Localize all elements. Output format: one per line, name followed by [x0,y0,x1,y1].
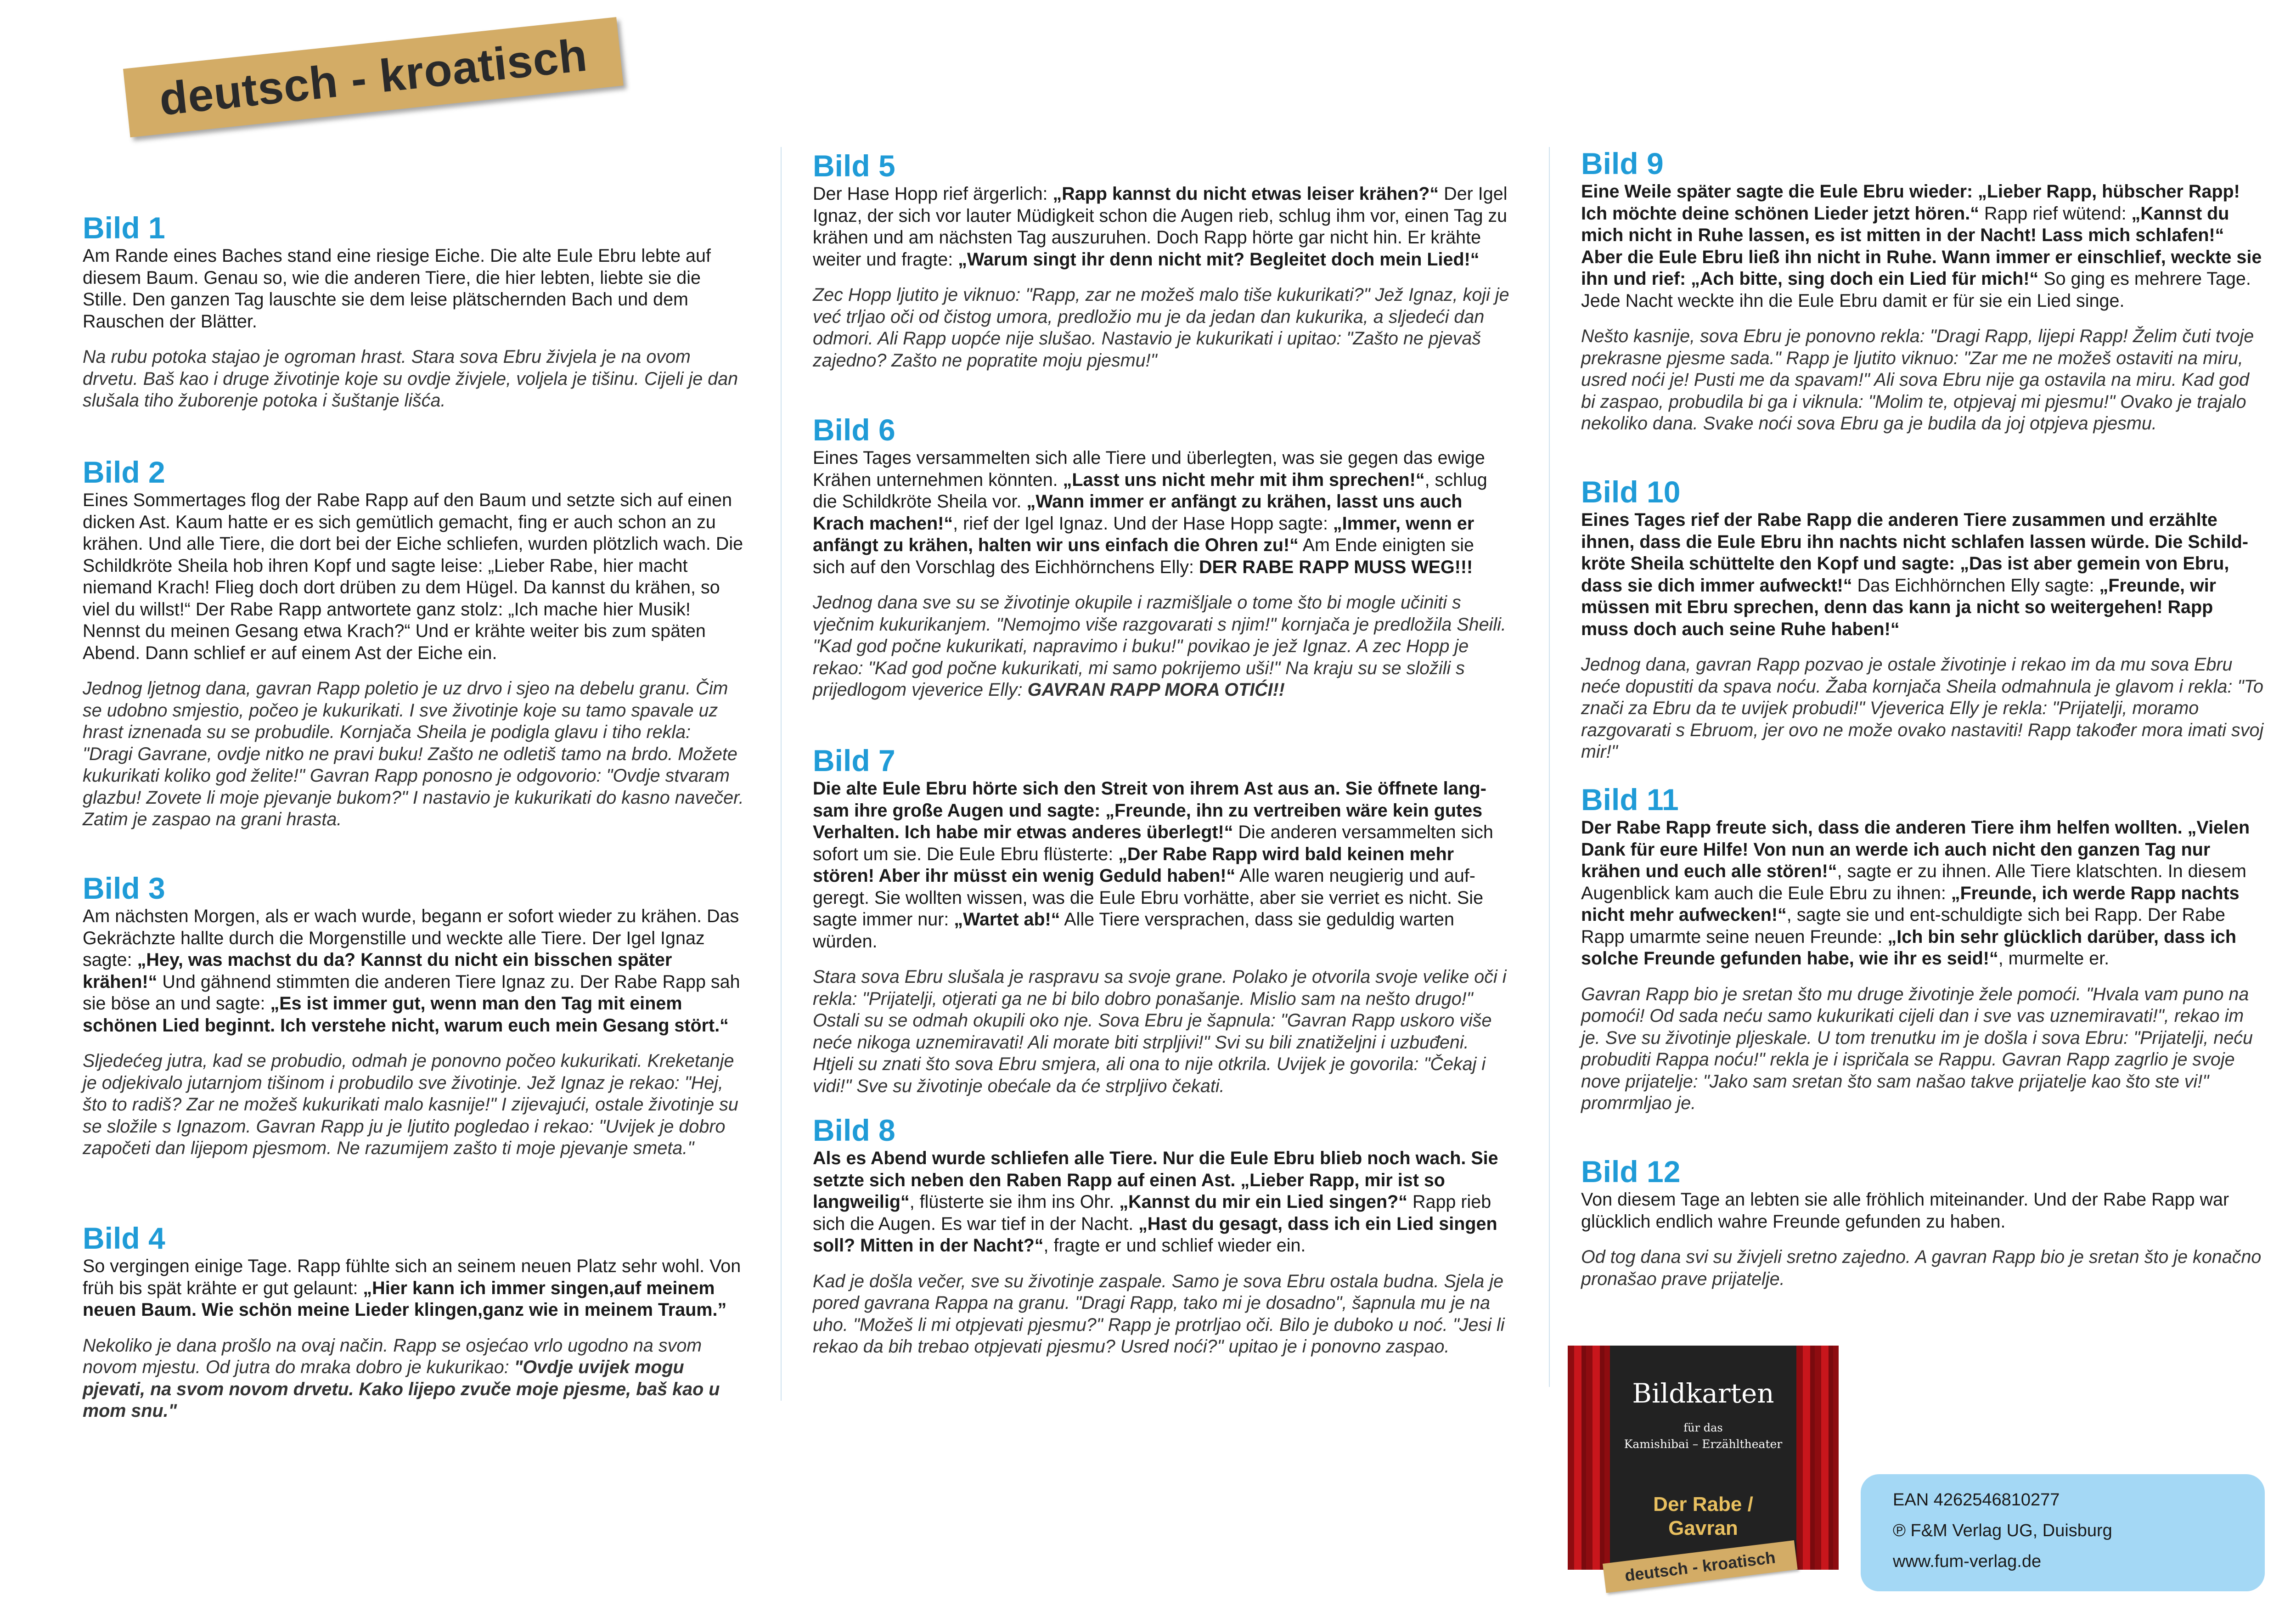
section-title: Bild 2 [83,455,165,489]
german-text: Am Rande eines Baches stand eine riesige Eiche. Die alte Eule Ebru lebte auf diesem Baum. Genau so, wie die anderen Tiere, die hier lebten, liebte sie die Stille. Den ganzen Tag lauschte sie dem leise plätschernden Bach und dem Rauschen der Blätter. [83,246,711,332]
german-text: Eine Weile später sagte die Eule Ebru wieder: „Lieber Rapp, hübscher Rapp! Ich möchte deine schönen Lieder jetzt hören.“ Rapp rief wütend: „Kannst du mich nicht in Ruhe lassen, es ist mitten in der Nacht! Lass mich schlafen!“ Aber die Eule Ebru ließ ihn nicht in Ruhe. Wann immer er einschlief, weckte sie ihn und rief: „Ach bitte, sing doch ein Lied für mich!“ So ging es mehrere Tage. Jede Nacht weckte ihn die Eule Ebru damit er für sie ein Lied singe. [1581,181,2262,311]
cover-subtitle-1: für das [1683,1421,1723,1434]
section-bild-2 [83,456,744,831]
language-banner [123,17,624,137]
croatian-text: Jednog dana, gavran Rapp pozvao je ostale životinje i rekao im da mu sova Ebru neće dopustiti da spava noću. Žaba kornjača Sheila odmahnula je glavom i rekla: "To znači za Ebru da te uvijek probudi!" Vjeverica Elly je rekla: "Prijatelji, moramo razgovarati s Ebruom, jer ovo ne može ovako nastaviti! Rapp također mora imati svoj mir!" [1581,654,2264,762]
cover-subtitle-2: Kamishibai – Erzähltheater [1624,1437,1783,1451]
croatian-text: Na rubu potoka stajao je ogroman hrast. Stara sova Ebru živjela je na ovom drvetu. Baš kao i druge životinje koje su ovdje živjele, voljela je tišinu. Cijeli je dan slušala tiho žuborenje potoka i šuštanje lišća. [83,347,738,411]
column-divider-1 [781,147,782,1401]
website-link[interactable]: www.fum-verlag.de [1893,1552,2042,1571]
german-text: Eines Tages versammelten sich alle Tiere und überlegten, was sie gegen das ewige Krähen unternehmen könnten. „Lasst uns nicht mehr mit ihm sprechen!“, schlug die Schildkröte Sheila vor. „Wann immer er anfängt zu krähen, lasst uns auch Krach machen!“, rief der Igel Ignaz. Und der Hase Hopp sagte: „Immer, wenn er anfängt zu krähen, halten wir uns einfach die Ohren zu!“ Am Ende einigten sie sich auf den Vorschlag des Eichhörnchens Elly: DER RABE RAPP MUSS WEG!!! [813,448,1487,577]
section-bild-8 [813,1114,1511,1358]
section-title: Bild 6 [813,413,895,447]
cover-language-label: deutsch - kroatisch [1623,1548,1777,1585]
german-text: Eines Sommertages flog der Rabe Rapp auf den Baum und setzte sich auf einen dicken Ast. Kaum hatte er es sich gemütlich gemacht, fing er auch schon an zu krähen. Und alle Tiere, die dort bei der Eiche schliefen, wurden plötzlich wach. Die Schildkröte Sheila hob ihren Kopf und sagte leise: „Lieber Rabe, hier macht niemand Krach! Flieg doch dort drüben zu dem Hügel. Da kannst du krähen, so viel du willst!“ Der Rabe Rapp antwortete ganz stolz: „Ich mache hier Musik! Nennst du meinen Gesang etwa Krach?“ Und er krähte weiter bis zum späten Abend. Dann schlief er auf einem Ast der Eiche ein. [83,490,743,663]
section-title: Bild 4 [83,1221,165,1255]
german-text: Der Hase Hopp rief ärgerlich: „Rapp kannst du nicht etwas leiser krähen?“ Der Igel Ignaz, der sich vor lauter Müdigkeit schon die Augen rieb, schlug ihm vor, einen Tag zu krähen und am nächsten Tag auszuruhen. Doch Rapp hörte gar nicht hin. Er krähte weiter und fragte: „Warum singt ihr denn nicht mit? Begleitet doch mein Lied!“ [813,184,1508,270]
croatian-text: Gavran Rapp bio je sretan što mu druge životinje žele pomoći. "Hvala vam puno na pomoći! Od sada neću samo kukurikati cijeli dan i sve vas uznemiravati!", rekao im je. Sve su životinje pljeskale. U tom trenutku im je došla i sova Ebru: "Prijatelji, neću probuditi Rappa noću!" rekla je i ispričala se Rappu. Gavran Rapp zagrlio je svoje nove prijatelje: "Jako sam sretan što sam našao takve prijatelje kao što ste vi!" promrmljao je. [1581,984,2253,1113]
section-title: Bild 3 [83,871,165,905]
section-bild-7 [813,744,1511,1097]
ean-code: EAN 4262546810277 [1893,1490,2060,1510]
croatian-text: Jednog ljetnog dana, gavran Rapp poletio je uz drvo i sjeo na debelu granu. Čim se udobno smjestio, počeo je kukurikati. I sve životinje koje su tamo spavale uz hrast iznenada su se probudile. Kornjača Sheila je podigla glavu i tiho rekla: "Dragi Gavrane, ovdje nitko ne pravi buku! Zašto ne odletiš tamo na brdo. Možete kukurikati koliko god želite!" Gavran Rapp ponosno je odgovorio: "Ovdje stvaram glazbu! Zovete li moje pjevanje bukom?" I nastavio je kukurikati do kasno navečer. Zatim je zaspao na grani hrasta. [83,678,744,829]
section-title: Bild 9 [1581,147,1664,180]
croatian-text: Od tog dana svi su živjeli sretno zajedno. A gavran Rapp bio je sretan što je konačno pronašao prave prijatelje. [1581,1247,2262,1289]
section-title: Bild 5 [813,149,895,183]
section-title: Bild 10 [1581,475,1681,509]
cover-thumbnail [1568,1346,1839,1570]
publisher-info-box [1861,1474,2265,1591]
croatian-text: Stara sova Ebru slušala je raspravu sa svoje grane. Polako je otvorila svoje velike oči i rekla: "Prijatelji, otjerati ga ne bi bilo dobro ponašanje. Mislio sam na nešto drugo!" Ostali su se odmah okupili oko nje. Sova Ebru je šapnula: "Gavran Rapp uskoro više neće nikoga uznemiravati! Ali morate biti strpljivi!" Svi su bili znatiželjni i uzbuđeni. Htjeli su znati što sova Ebru smjera, ali ona to nije otkrila. Uvijek je govorila: "Čekaj i vidi!" Sve su životinje obećale da će strpljivo čekati. [813,967,1507,1096]
croatian-text: Nešto kasnije, sova Ebru je ponovno rekla: "Dragi Rapp, lijepi Rapp! Želim čuti tvoje prekrasne pjesme sada." Rapp je ljutito viknuo: "Zar me ne možeš ostaviti na miru, usred noći je! Pusti me da spavam!" Ali sova Ebru nije ga ostavila na miru. Kad god bi zaspao, probudila bi ga i viknula: "Molim te, otpjevaj mi pjesmu!" Ovako je trajalo nekoliko dana. Svake noći sova Ebru ga je budila da joj otpjeva pjesmu. [1581,326,2254,434]
section-bild-10 [1581,475,2265,763]
section-title: Bild 8 [813,1113,895,1147]
german-text: Eines Tages rief der Rabe Rapp die anderen Tiere zusammen und erzählte ihnen, dass die Eule Ebru ihn nachts nicht schlafen lassen würde. Die Schild-kröte Sheila schüttelte den Kopf und sagte: „Das ist aber gemein von Ebru, dass sie dich immer aufweckt!“ Das Eichhörnchen Elly sagte: „Freunde, wir müssen mit Ebru sprechen, denn das kann ja nicht so weitergehen! Rapp muss doch auch seine Ruhe haben!“ [1581,510,2249,639]
croatian-text: Sljedećeg jutra, kad se probudio, odmah je ponovno počeo kukurikati. Kreketanje je odjekivalo jutarnjom tišinom i probudilo sve životinje. Jež Ignaz je rekao: "Hej, što to radiš? Zar ne možeš kukurikati malo kasnije!" I zijevajući, ostale životinje su se složile s Ignazom. Gavran Rapp ju je ljutito pogledao i rekao: "Uvijek je dobro započeti dan lijepom pjesmom. Ne razumijem zašto ti moje pjevanje smeta." [83,1051,738,1158]
section-bild-5 [813,149,1511,372]
german-text: So vergingen einige Tage. Rapp fühlte sich an seinem neuen Platz sehr wohl. Von früh bis spät krähte er gut gelaunt: „Hier kann ich immer singen,auf meinem neuen Baum. Wie schön meine Lieder klingen,ganz wie in meinem Traum.” [83,1256,741,1320]
column-divider-2 [1549,147,1550,1387]
section-bild-9 [1581,147,2265,435]
section-bild-4 [83,1222,744,1422]
german-text: Von diesem Tage an lebten sie alle fröhlich miteinander. Und der Rabe Rapp war glücklich endlich wahre Freunde gefunden zu haben. [1581,1189,2229,1232]
section-bild-1 [83,211,744,412]
section-bild-6 [813,413,1511,701]
german-text: Am nächsten Morgen, als er wach wurde, begann er sofort wieder zu krähen. Das Gekrächzte hallte durch die Morgenstille und weckte alle Tiere. Der Igel Ignaz sagte: „Hey, was machst du da? Kannst du nicht ein bisschen später krähen!“ Und gähnend stimmten die anderen Tiere Ignaz zu. Der Rabe Rapp sah sie böse an und sagte: „Es ist immer gut, wenn man den Tag mit einem schönen Lied beginnt. Ich verstehe nicht, warum euch mein Gesang stört.“ [83,906,740,1036]
section-title: Bild 1 [83,211,165,245]
publisher-name: ℗ F&M Verlag UG, Duisburg [1893,1521,2112,1540]
croatian-text: Jednog dana sve su se životinje okupile i razmišljale o tome što bi mogle učiniti s vječnim kukurikanjem. "Nemojmo više razgovarati s njim!" kornjača je predložila Sheili. "Kad god počne kukurikati, napravimo i buku!" povikao je jež Ignaz. A zec Hopp je rekao: "Kad god počne kukurikati, mi samo pokrijemo uši!" Na kraju su se složili s prijedlogom vjeverice Elly: GAVRAN RAPP MORA OTIĆI!! [813,592,1506,700]
german-text: Der Rabe Rapp freute sich, dass die anderen Tiere ihm helfen wollten. „Vielen Dank für eure Hilfe! Von nun an werde ich auch nicht den ganzen Tag nur krähen und euch alle stören!“, sagte er zu ihnen. Alle Tiere klatschten. In diesem Augenblick kam auch die Eule Ebru zu ihnen: „Freunde, ich werde Rapp nachts nicht mehr aufwecken!“, sagte sie und ent-schuldigte sich bei Rapp. Der Rabe Rapp umarmte seine neuen Freunde: „Ich bin sehr glücklich darüber, dass ich solche Freunde gefunden habe, wie ihr es seid!“, murmelte er. [1581,817,2250,969]
german-text: Als es Abend wurde schliefen alle Tiere. Nur die Eule Ebru blieb noch wach. Sie setzte sich neben den Raben Rapp auf einen Ast. „Lieber Rapp, mir ist so langweilig“, flüsterte sie ihm ins Ohr. „Kannst du mir ein Lied singen?“ Rapp rieb sich die Augen. Es war tief in der Nacht. „Hast du gesagt, dass ich ein Lied singen soll? Mitten in der Nacht?“, fragte er und schlief wieder ein. [813,1148,1498,1256]
croatian-text: Nekoliko je dana prošlo na ovaj način. Rapp se osjećao vrlo ugodno na svom novom mjestu. Od jutra do mraka dobro je kukurikao: "Ovdje uvijek mogu pjevati, na svom novom drvetu. Kako lijepo zvuče moje pjesme, baš kao u mom snu." [83,1335,720,1421]
section-title: Bild 7 [813,744,895,778]
german-text: Die alte Eule Ebru hörte sich den Streit von ihrem Ast aus an. Sie öffnete lang-sam ihre große Augen und sagte: „Freunde, ihn zu vertreiben wäre kein gutes Verhalten. Ich habe mir etwas anderes überlegt!“ Die anderen versammelten sich sofort um sie. Die Eule Ebru flüsterte: „Der Rabe Rapp wird bald keinen mehr stören! Aber ihr müsst ein wenig Geduld haben!“ Alle waren neugierig und auf-geregt. Sie wollten wissen, was die Eule Ebru vorhätte, aber sie verriet es nicht. Sie sagte immer nur: „Wartet ab!“ Alle Tiere versprachen, dass sie geduldig warten würden. [813,778,1493,952]
language-banner-label: deutsch - kroatisch [157,29,590,125]
croatian-text: Zec Hopp ljutito je viknuo: "Rapp, zar ne možeš malo tiše kukurikati?" Jež Ignaz, koji je već trljao oči od čistog umora, predložio mu je da jedan dan kukurika, a sljedeći dan odmori. Ali Rapp uopće nije slušao. Nastavio je kukurikati i upitao: "Zašto ne pjevaš zajedno? Zašto ne popratite moju pjesmu!" [813,285,1509,371]
section-bild-12 [1581,1155,2265,1290]
cover-title: Bildkarten [1632,1378,1774,1409]
cover-story-name: Der Rabe / Gavran [1653,1493,1753,1539]
section-title: Bild 11 [1581,783,1679,817]
section-title: Bild 12 [1581,1155,1681,1189]
section-bild-3 [83,872,744,1160]
section-bild-11 [1581,783,2265,1115]
croatian-text: Kad je došla večer, sve su životinje zaspale. Samo je sova Ebru ostala budna. Sjela je pored gavrana Rappa na granu. "Dragi Rapp, tako mi je dosadno", šapnula mu je na uho. "Možeš li mi otpjevati pjesmu?" Rapp je protrljao oči. Bilo je duboko u noć. "Jesi li rekao da bih trebao otpjevati pjesmu? Usred noći?" upitao je i ponovno zaspao. [813,1271,1505,1357]
